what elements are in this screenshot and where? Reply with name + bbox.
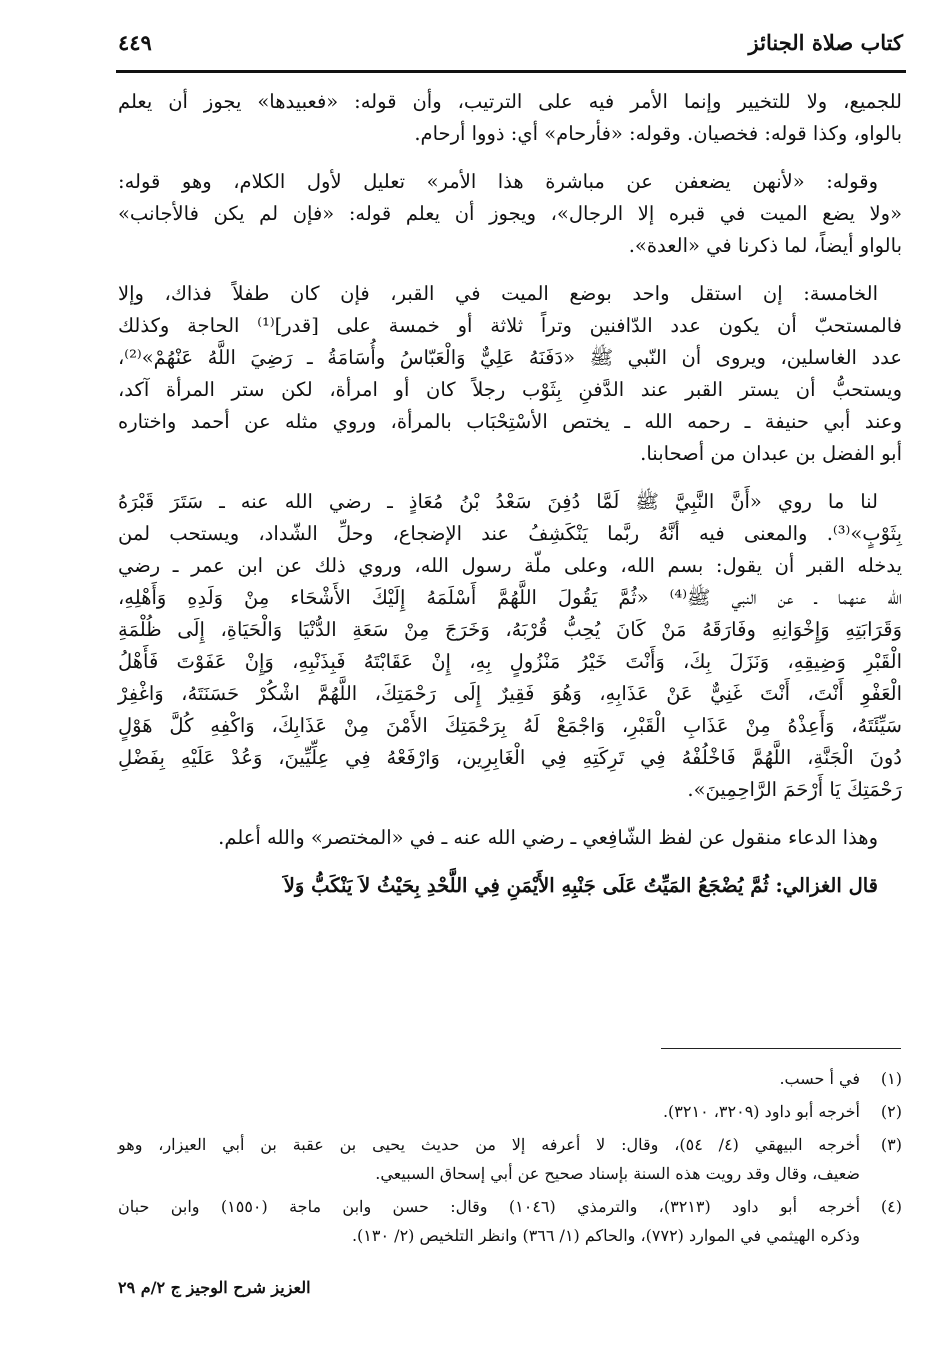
- text-line: الخامسة: إن استقل واحد بوضع الميت في القبر، فإن كان طفلاً فذاك، وإلا: [118, 282, 878, 305]
- footnote-line: وذكره الهيثمي في الموارد (٧٧٢)، والحاكم (١/ ٣٦٦) وانظر التلخيص (٢/ ١٣٠).: [351, 1226, 860, 1245]
- main-text: [118, 86, 902, 918]
- text-line: الله عنهما ـ عن النبي ﷺ⁽⁴⁾ «ثُمَّ يَقُولَ اللَّهُمَّ أَسْلَمَهُ إِلَيْكَ الأَشْحَاء مِنْ وَلَدِهِ وَأَهْلِهِ،: [118, 586, 903, 609]
- text-line: قال الغزالي: ثُمَّ يُضْجَعُ المَيِّتُ عَلَى جَنْبِهِ الأَيْمَنِ فِي اللَّحْدِ بِحَيْثُ لاَ يَنْكَبُّ وَلاَ: [283, 874, 878, 897]
- footnote-line: أخرجه البيهقي (٤/ ٥٤)، وقال: لا أعرفه إلا من حديث يحيى بن عقبة بن أبي العيزار، وهو: [118, 1135, 861, 1154]
- page-number: ٤٤٩: [118, 30, 152, 55]
- header-rule: [116, 70, 906, 73]
- text-line: سَيِّئَتَهُ، وَأَعِذْهُ مِنْ عَذَابِ الْقَبْرِ، وَاجْمَعْ لَهُ بِرَحْمَتِكَ الأَمْنَ مِنْ عَذَابِكَ، وَاكْفِهِ كُلَّ هَوْلٍ: [118, 714, 902, 737]
- printer-signature: العزيز شرح الوجيز ج ٢/م ٢٩: [118, 1278, 311, 1297]
- text-line: دُونَ الْجَنَّةِ، اللَّهُمَّ فَاخْلُفْهُ فِي تَرِكَتِهِ فِي الْغَابِرِين، وَارْفَعْهُ فِي عِلِّيِّينَ، وَعُدْ عَلَيْهِ بِفَضْلِ: [118, 746, 902, 769]
- text-line: فالمستحبّ أن يكون عدد الدّافنين وتراً ثلاثة أو خمسة على [قدر]⁽¹⁾ الحاجة وكذلك: [118, 314, 902, 337]
- running-header-title: كتاب صلاة الجنائز: [748, 30, 903, 55]
- footnotes: [118, 1064, 902, 1254]
- text-line: بالواو، وكذا قوله: فخصيان. وقوله: «فأرحام» أي: ذووا أرحام.: [414, 122, 902, 145]
- footnote-line: ضعيف، وقال وقد رويت هذه السنة بإسناد صحيح عن أبي إسحاق السبيعي.: [375, 1164, 860, 1183]
- footnote-line: أخرجه أبو داود (٣٢٠٩، ٣٢١٠).: [662, 1102, 860, 1121]
- paragraph: [118, 278, 902, 470]
- paragraph: [118, 822, 902, 854]
- footnote-number: (٢): [880, 1102, 902, 1121]
- footnote: [118, 1130, 902, 1188]
- paragraph: [118, 166, 902, 262]
- text-line: «ولا يضع الميت في قبره إلا الرجال»، ويجوز أن يعلم قوله: «فإن لم يكن فالأجانب»: [118, 202, 902, 225]
- text-line: يدخله القبر أن يقول: بسم الله، وعلى ملّة رسول الله، وروي ذلك عن ابن عمر ـ رضي: [118, 554, 902, 577]
- text-line: لنا ما روي «أَنَّ النَّبِيَّ ﷺ لَمَّا دُفِنَ سَعْدُ بْنُ مُعَاذٍ ـ رضي الله عنه ـ سَتَرَ قَبْرَهُ: [118, 490, 878, 513]
- paragraph: [118, 870, 902, 902]
- text-line: بِثَوْبٍ»⁽³⁾. والمعنى فيه أنَّهُ ربَّما يَنْكَشِفُ عند الإضجاع، وحلِّ الشّداد، ويستحب لمن: [118, 522, 902, 545]
- footnote: [118, 1097, 902, 1126]
- footnote-number: (١): [880, 1069, 902, 1088]
- text-line: رَحْمَتِكَ يَا أَرْحَمَ الرَّاحِمِينَ».: [687, 778, 902, 801]
- text-line: ويستحبُّ أن يستر القبر عند الدَّفنِ بِثَوْب رجلاً كان أو امرأة، لكن ستر المرأة آكد،: [118, 378, 902, 401]
- footnote: [118, 1192, 902, 1250]
- text-line: وَقَرَابَتِهِ وَإِخْوَانِهِ وفَارَقَهُ مَنْ كَانَ يُحِبُّ قُرْبَهُ، وَخَرَجَ مِنْ سَعَةِ الدُّنْيَا وَالْحَيَاةِ، إِلَى ظُلْمَةِ: [118, 618, 902, 641]
- footnote-rule: [661, 1048, 901, 1049]
- text-line: عدد الغاسلين، ويروى أن النّبي ﷺ «دَفَنَهُ عَلِيٌّ وَالْعَبّاسُ وأُسَامَةُ ـ رَضِيَ اللَّهُ عَنْهُمْ»⁽²⁾،: [118, 346, 902, 369]
- text-line: وعند أبي حنيفة ـ رحمه الله ـ يختص الأسْتِحْبَاب بالمرأة، وروي مثله عن أحمد واختاره: [118, 410, 902, 433]
- text-line: الْقَبْرِ وَضِيقِهِ، وَنَزَلَ بِكَ، وَأَنْتَ خَيْرُ مَنْزُولٍ بِهِ، إِنْ عَقَابْتَهُ فَبِذَنْبِهِ، وَإِنْ عَفَوْتَ فَأَهْلُ: [118, 650, 902, 673]
- footnote: [118, 1064, 902, 1093]
- paragraph: [118, 486, 902, 806]
- text-line: وقوله: «لأنهن يضعفن عن مباشرة هذا الأمر» تعليل لأول الكلام، وهو قوله:: [118, 170, 878, 193]
- footnote-line: أخرجه أبو داود (٣٢١٣)، والترمذي (١٠٤٦) وقال: حسن وابن ماجة (١٥٥٠) وابن حبان: [118, 1197, 861, 1216]
- text-line: للجميع، ولا للتخيير وإنما الأمر فيه على الترتيب، وأن قوله: «فعبيدها» يجوز أن يعلم: [118, 90, 902, 113]
- footnote-number: (٤): [880, 1197, 902, 1216]
- paragraph: [118, 86, 902, 150]
- text-line: وهذا الدعاء منقول عن لفظ الشّافِعي ـ رضي الله عنه ـ في «المختصر» والله أعلم.: [218, 826, 878, 849]
- text-line: بالواو أيضاً، لما ذكرنا في «العدة».: [628, 234, 902, 257]
- text-line: أبو الفضل بن عبدان من أصحابنا.: [640, 442, 902, 465]
- footnote-line: في أ حسب.: [779, 1069, 860, 1088]
- footnote-number: (٣): [880, 1135, 902, 1154]
- text-line: الْعَفْوِ أَنْتَ، أَنْتَ غَنِيٌّ عَنْ عَذَابِهِ، وَهُوَ فَقِيرٌ إِلَى رَحْمَتِكَ، اللَّهُمَّ اشْكُرْ حَسَنَتَهُ، وَاغْفِرْ: [118, 682, 902, 705]
